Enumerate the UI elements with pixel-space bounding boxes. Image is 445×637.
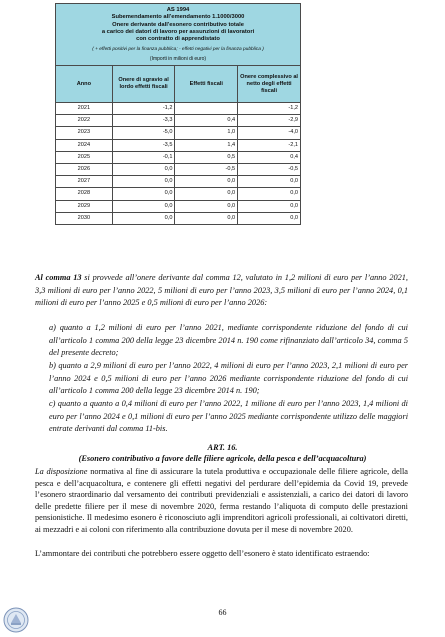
cell-net: 0,4 bbox=[238, 151, 301, 163]
table-subtitle-2: a carico dei datori di lavoro per assunzioni di lavoratori bbox=[101, 29, 255, 35]
cell-gross: -5,0 bbox=[112, 127, 175, 139]
paragraph-disposizione-lead: La disposizione bbox=[35, 467, 88, 476]
table-row bbox=[56, 139, 301, 151]
cell-net: -2,9 bbox=[238, 115, 301, 127]
paragraph-intro-text: si provvede all’onere derivante dal comma 12, valutato in 1,2 milioni di euro per l’anno 2021, 3,3 milioni di euro per l’anno 2022, 5 milioni di euro per l’anno 2023, 3,5 milioni di euro per l’anno 2024, 0,1 milioni di euro per l’anno 2025 e 0,5 milioni di euro per l’anno 2026: bbox=[35, 273, 408, 307]
table-header bbox=[56, 4, 301, 66]
article-number: ART. 16. bbox=[207, 443, 238, 452]
table-row bbox=[56, 103, 301, 115]
cell-gross: 0,0 bbox=[112, 188, 175, 200]
paragraph-disposizione bbox=[35, 466, 408, 536]
cell-net: -1,2 bbox=[238, 103, 301, 115]
cell-year: 2030 bbox=[56, 212, 113, 224]
table-row bbox=[56, 163, 301, 175]
cell-net: -0,5 bbox=[238, 163, 301, 175]
list-item-b: b) quanto a 2,9 milioni di euro per l’anno 2022, 4 milioni di euro per l’anno 2023, 2,1 milioni di euro per l’anno 2024 e 0,5 milioni di euro per l’anno 2026 mediante corrispondente riduzione del fondo di cui all’articolo 1 comma 200 della legge 23 dicembre 2014 n. 190; bbox=[49, 361, 408, 395]
column-header-gross: Onere di sgravio al lordo effetti fiscali bbox=[112, 66, 175, 103]
cell-year: 2027 bbox=[56, 176, 113, 188]
table-sign-note: ( + effetti positivi per la finanza pubblica; - effetti negativi per la finanza pubblica ) bbox=[92, 47, 264, 52]
page-number: 66 bbox=[218, 608, 227, 617]
table-row bbox=[56, 188, 301, 200]
cell-tax: 0,4 bbox=[175, 115, 238, 127]
column-header-year: Anno bbox=[56, 66, 113, 103]
cell-year: 2029 bbox=[56, 200, 113, 212]
cell-tax bbox=[175, 103, 238, 115]
cell-year: 2024 bbox=[56, 139, 113, 151]
column-header-tax: Effetti fiscali bbox=[175, 66, 238, 103]
cell-net: 0,0 bbox=[238, 188, 301, 200]
cell-year: 2026 bbox=[56, 163, 113, 175]
cell-gross: -0,1 bbox=[112, 151, 175, 163]
paragraph-intro bbox=[35, 272, 408, 310]
cell-tax: 0,5 bbox=[175, 151, 238, 163]
cell-gross: 0,0 bbox=[112, 212, 175, 224]
cell-tax: 1,0 bbox=[175, 127, 238, 139]
table-row bbox=[56, 176, 301, 188]
cell-tax: 0,0 bbox=[175, 212, 238, 224]
cell-tax: 0,0 bbox=[175, 200, 238, 212]
cell-gross: 0,0 bbox=[112, 200, 175, 212]
cell-gross: -1,2 bbox=[112, 103, 175, 115]
cell-gross: 0,0 bbox=[112, 176, 175, 188]
cell-gross: -3,3 bbox=[112, 115, 175, 127]
cost-table bbox=[55, 3, 301, 225]
table-column-headers bbox=[56, 66, 301, 103]
table-subtitle-1: Onere derivante dall'esonero contributivo totale bbox=[112, 22, 244, 28]
cell-tax: 1,4 bbox=[175, 139, 238, 151]
cell-year: 2028 bbox=[56, 188, 113, 200]
table-row bbox=[56, 151, 301, 163]
table-body bbox=[56, 103, 301, 225]
table-row bbox=[56, 200, 301, 212]
cell-year: 2023 bbox=[56, 127, 113, 139]
table-title-line1: AS 1994 bbox=[166, 7, 190, 13]
cell-year: 2025 bbox=[56, 151, 113, 163]
list-item-c: c) quanto a quanto a 0,4 milioni di euro per l’anno 2022, 1 milione di euro per l’anno 2023, 1,4 milioni di euro per l’anno 2024 e 0,1 milioni di euro per l’anno 2025 mediante corrispondente utilizzo delle maggiori entrate derivanti dal comma 11-bis. bbox=[49, 399, 408, 433]
list-item-a: a) quanto a 1,2 milioni di euro per l’anno 2021, mediante corrispondente riduzione del fondo di cui all’articolo 1 comma 200 della legge 23 dicembre 2014 n. 190 come rifinanziato dall’articolo 34, comma 5 del presente decreto; bbox=[49, 323, 408, 357]
paragraph-intro-lead: Al comma 13 bbox=[35, 273, 82, 282]
article-title: (Esonero contributivo a favore delle filiere agricole, della pesca e dell’acquacoltura) bbox=[78, 454, 367, 463]
cell-tax: 0,0 bbox=[175, 188, 238, 200]
table-row bbox=[56, 212, 301, 224]
paragraph-ammontare: L’ammontare dei contributi che potrebbero essere oggetto dell’esonero è stato identificato estraendo: bbox=[35, 549, 370, 558]
table-title-line2: Subemendamento all'emendamento 1.1000/3000 bbox=[111, 14, 245, 20]
cell-net: 0,0 bbox=[238, 200, 301, 212]
paragraph-disposizione-text: normativa al fine di assicurare la tutela produttiva e occupazionale delle filiere agricole, della pesca e dell’acquacoltura, e contenere gli effetti negativi del perdurare dell’epidemia da Covid 19, prevede l’esonero straordinario dal versamento dei contributi previdenziali e assistenziali, a carico dei datori di lavoro delle predette filiere per il mese di novembre 2020, ferma restando l’aliquota di computo delle prestazioni pensionistiche. Il medesimo esonero è riconosciuto agli imprenditori agricoli professionali, ai coltivatori diretti, ai mezzadri e ai coloni con riferimento alla contribuzione dovuta per il mese di novembre 2020. bbox=[35, 467, 408, 534]
cell-net: 0,0 bbox=[238, 212, 301, 224]
cell-tax: 0,0 bbox=[175, 176, 238, 188]
table-subtitle-3: con contratto di apprendistato bbox=[136, 36, 220, 42]
cell-year: 2021 bbox=[56, 103, 113, 115]
cell-net: 0,0 bbox=[238, 176, 301, 188]
cell-net: -2,1 bbox=[238, 139, 301, 151]
cell-gross: -3,5 bbox=[112, 139, 175, 151]
cell-net: -4,0 bbox=[238, 127, 301, 139]
column-header-net: Onere complessivo al netto degli effetti fiscali bbox=[238, 66, 301, 103]
cell-year: 2022 bbox=[56, 115, 113, 127]
cell-gross: 0,0 bbox=[112, 163, 175, 175]
table-row bbox=[56, 115, 301, 127]
table-row bbox=[56, 127, 301, 139]
table-units-note: (Importi in milioni di euro) bbox=[149, 56, 207, 62]
cell-tax: -0,5 bbox=[175, 163, 238, 175]
